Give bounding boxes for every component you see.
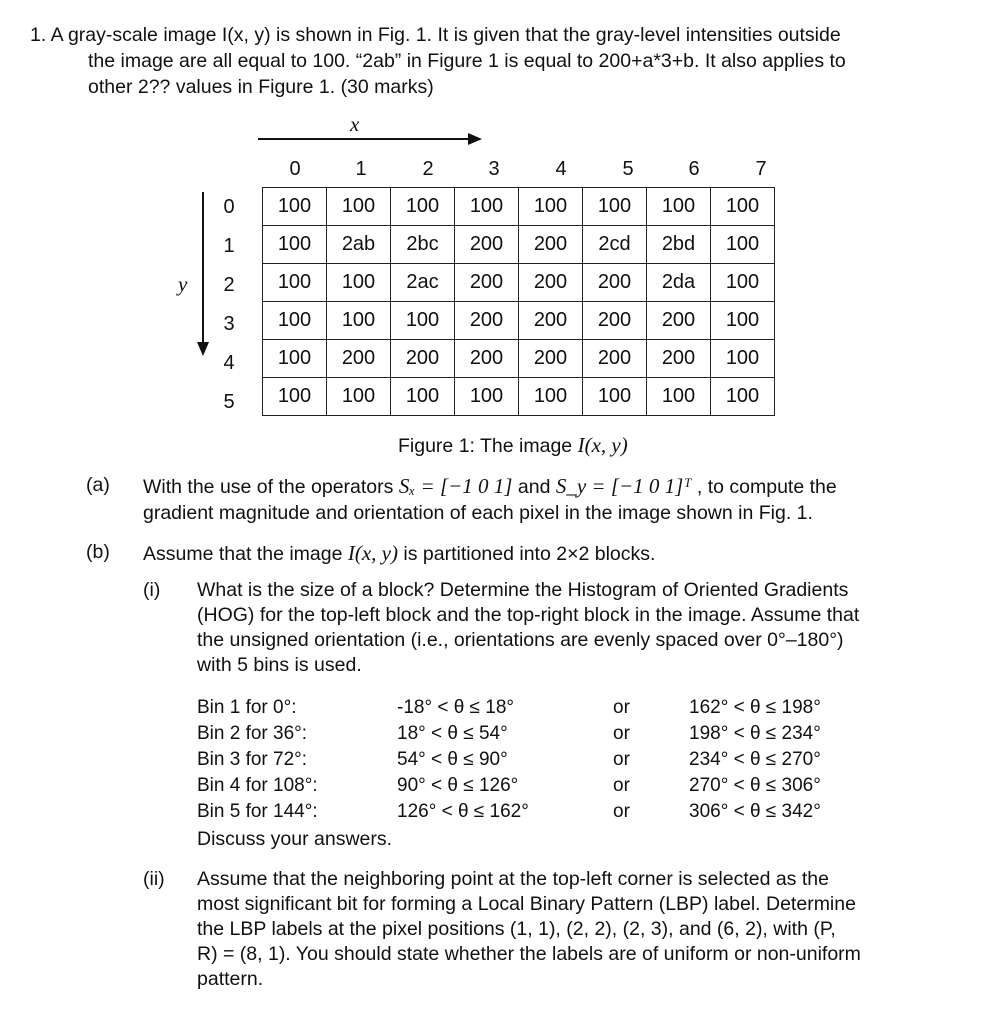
grid-cell: 100 bbox=[327, 378, 391, 416]
grid-row bbox=[263, 188, 775, 226]
x-axis-arrowhead bbox=[468, 133, 482, 145]
grid-row bbox=[263, 226, 775, 264]
grid-row bbox=[263, 302, 775, 340]
bin-or: or bbox=[613, 723, 630, 744]
bin-range-1: 54° < θ ≤ 90° bbox=[397, 749, 508, 770]
part-a-and: and bbox=[512, 476, 556, 498]
sub-i-line-1: What is the size of a block? Determine the Histogram of Oriented Gradients bbox=[197, 579, 849, 601]
sub-i-label: (i) bbox=[143, 579, 161, 601]
part-a-text: With the use of the operators bbox=[143, 476, 399, 498]
part-b-text: Assume that the image bbox=[143, 543, 348, 565]
bin-or: or bbox=[613, 749, 630, 770]
grid-cell: 2bd bbox=[647, 226, 711, 264]
part-a-line-1 bbox=[143, 474, 837, 499]
bin-name: Bin 5 for 144°: bbox=[197, 801, 318, 822]
bin-or: or bbox=[613, 801, 630, 822]
sub-ii-line-2: most significant bit for forming a Local Binary Pattern (LBP) label. Determine bbox=[197, 893, 856, 915]
grid-cell: 100 bbox=[263, 188, 327, 226]
row-header: 4 bbox=[223, 352, 235, 374]
bin-range-1: -18° < θ ≤ 18° bbox=[397, 697, 514, 718]
sub-i-line-3: the unsigned orientation (i.e., orientations are evenly spaced over 0°–180°) bbox=[197, 629, 844, 651]
figure-caption-text: Figure 1: The image bbox=[398, 435, 578, 457]
grid-cell: 200 bbox=[519, 226, 583, 264]
col-header: 7 bbox=[755, 158, 767, 180]
part-a-line-2: gradient magnitude and orientation of each pixel in the image shown in Fig. 1. bbox=[143, 502, 813, 524]
sy-operator: S_y = [−1 0 1]ᵀ bbox=[555, 474, 692, 498]
grid-cell: 100 bbox=[711, 188, 775, 226]
grid-cell: 200 bbox=[455, 264, 519, 302]
bin-range-1: 18° < θ ≤ 54° bbox=[397, 723, 508, 744]
grid-cell: 100 bbox=[263, 340, 327, 378]
grid-row bbox=[263, 340, 775, 378]
col-header: 6 bbox=[688, 158, 700, 180]
grid-cell: 100 bbox=[327, 264, 391, 302]
grid-cell: 200 bbox=[583, 264, 647, 302]
grid-cell: 100 bbox=[583, 188, 647, 226]
grid-cell: 100 bbox=[711, 378, 775, 416]
grid-cell: 2cd bbox=[583, 226, 647, 264]
part-a-text-end: , to compute the bbox=[691, 476, 837, 498]
grid-cell: 100 bbox=[391, 302, 455, 340]
grid-cell: 100 bbox=[647, 378, 711, 416]
grid-cell: 100 bbox=[391, 378, 455, 416]
col-header: 3 bbox=[488, 158, 500, 180]
row-header: 3 bbox=[223, 313, 235, 335]
part-b-label: (b) bbox=[86, 541, 110, 563]
grid-cell: 2bc bbox=[391, 226, 455, 264]
grid-cell: 200 bbox=[391, 340, 455, 378]
bin-name: Bin 4 for 108°: bbox=[197, 775, 318, 796]
bin-or: or bbox=[613, 697, 630, 718]
col-header: 0 bbox=[289, 158, 301, 180]
bin-range-2: 306° < θ ≤ 342° bbox=[689, 801, 821, 822]
sub-i-line-4: with 5 bins is used. bbox=[197, 654, 362, 676]
grid-cell: 100 bbox=[519, 188, 583, 226]
row-header: 5 bbox=[223, 391, 235, 413]
grid-cell: 100 bbox=[263, 226, 327, 264]
grid-cell: 100 bbox=[391, 188, 455, 226]
sub-ii-label: (ii) bbox=[143, 868, 165, 890]
grid-cell: 200 bbox=[519, 340, 583, 378]
grid-cell: 100 bbox=[327, 302, 391, 340]
question-line-3: other 2?? values in Figure 1. (30 marks) bbox=[88, 76, 434, 98]
row-header: 1 bbox=[223, 235, 235, 257]
grid-cell: 100 bbox=[455, 378, 519, 416]
grid-cell: 2ab bbox=[327, 226, 391, 264]
grid-cell: 200 bbox=[455, 302, 519, 340]
question-line-1: 1. A gray-scale image I(x, y) is shown in Fig. 1. It is given that the gray-level intensities outside bbox=[30, 24, 841, 46]
grid-cell: 100 bbox=[583, 378, 647, 416]
grid-cell: 200 bbox=[519, 264, 583, 302]
sub-ii-line-5: pattern. bbox=[197, 968, 264, 990]
grid-cell: 100 bbox=[711, 226, 775, 264]
grid-cell: 100 bbox=[647, 188, 711, 226]
grid-row bbox=[263, 264, 775, 302]
y-axis-label: y bbox=[178, 272, 188, 296]
row-header: 2 bbox=[223, 274, 235, 296]
part-b-math: I(x, y) bbox=[347, 541, 398, 565]
col-header: 5 bbox=[622, 158, 634, 180]
grid-cell: 200 bbox=[583, 340, 647, 378]
grid-cell: 200 bbox=[583, 302, 647, 340]
grid-cell: 100 bbox=[711, 264, 775, 302]
sub-ii-line-3: the LBP labels at the pixel positions (1, 1), (2, 2), (2, 3), and (6, 2), with (P, bbox=[197, 918, 836, 940]
x-axis-label: x bbox=[350, 112, 360, 136]
image-grid bbox=[262, 187, 775, 416]
bin-name: Bin 3 for 72°: bbox=[197, 749, 308, 770]
grid-cell: 200 bbox=[647, 302, 711, 340]
part-b-line-1 bbox=[143, 541, 655, 566]
col-header: 4 bbox=[555, 158, 567, 180]
grid-cell: 100 bbox=[263, 378, 327, 416]
bin-range-1: 126° < θ ≤ 162° bbox=[397, 801, 529, 822]
grid-cell: 2ac bbox=[391, 264, 455, 302]
grid-cell: 2da bbox=[647, 264, 711, 302]
grid-cell: 100 bbox=[711, 302, 775, 340]
grid-cell: 100 bbox=[711, 340, 775, 378]
part-b-text-end: is partitioned into 2×2 blocks. bbox=[397, 543, 656, 565]
grid-row bbox=[263, 378, 775, 416]
grid-cell: 200 bbox=[455, 226, 519, 264]
grid-cell: 200 bbox=[647, 340, 711, 378]
grid-cell: 100 bbox=[327, 188, 391, 226]
sub-ii-line-1: Assume that the neighboring point at the top-left corner is selected as the bbox=[197, 868, 829, 890]
grid-cell: 100 bbox=[519, 378, 583, 416]
bin-range-2: 234° < θ ≤ 270° bbox=[689, 749, 821, 770]
figure-caption-math: I(x, y) bbox=[577, 433, 628, 457]
col-header: 1 bbox=[355, 158, 367, 180]
question-line-2: the image are all equal to 100. “2ab” in Figure 1 is equal to 200+a*3+b. It also applies to bbox=[88, 50, 846, 72]
figure-caption bbox=[398, 433, 628, 458]
bin-name: Bin 2 for 36°: bbox=[197, 723, 308, 744]
grid-cell: 200 bbox=[327, 340, 391, 378]
sub-i-line-2: (HOG) for the top-left block and the top-right block in the image. Assume that bbox=[197, 604, 860, 626]
grid-cell: 200 bbox=[455, 340, 519, 378]
grid-cell: 100 bbox=[455, 188, 519, 226]
discuss-text: Discuss your answers. bbox=[197, 828, 393, 850]
bin-range-2: 162° < θ ≤ 198° bbox=[689, 697, 821, 718]
bin-range-2: 270° < θ ≤ 306° bbox=[689, 775, 821, 796]
sx-operator: Sₓ = [−1 0 1] bbox=[398, 474, 513, 498]
bin-range-1: 90° < θ ≤ 126° bbox=[397, 775, 519, 796]
bin-name: Bin 1 for 0°: bbox=[197, 697, 297, 718]
grid-cell: 100 bbox=[263, 302, 327, 340]
grid-cell: 100 bbox=[263, 264, 327, 302]
part-a-label: (a) bbox=[86, 474, 110, 496]
bin-or: or bbox=[613, 775, 630, 796]
row-header: 0 bbox=[223, 196, 235, 218]
y-axis-arrowhead bbox=[197, 342, 209, 356]
col-header: 2 bbox=[422, 158, 434, 180]
grid-cell: 200 bbox=[519, 302, 583, 340]
bin-range-2: 198° < θ ≤ 234° bbox=[689, 723, 821, 744]
sub-ii-line-4: R) = (8, 1). You should state whether the labels are of uniform or non-uniform bbox=[197, 943, 861, 965]
